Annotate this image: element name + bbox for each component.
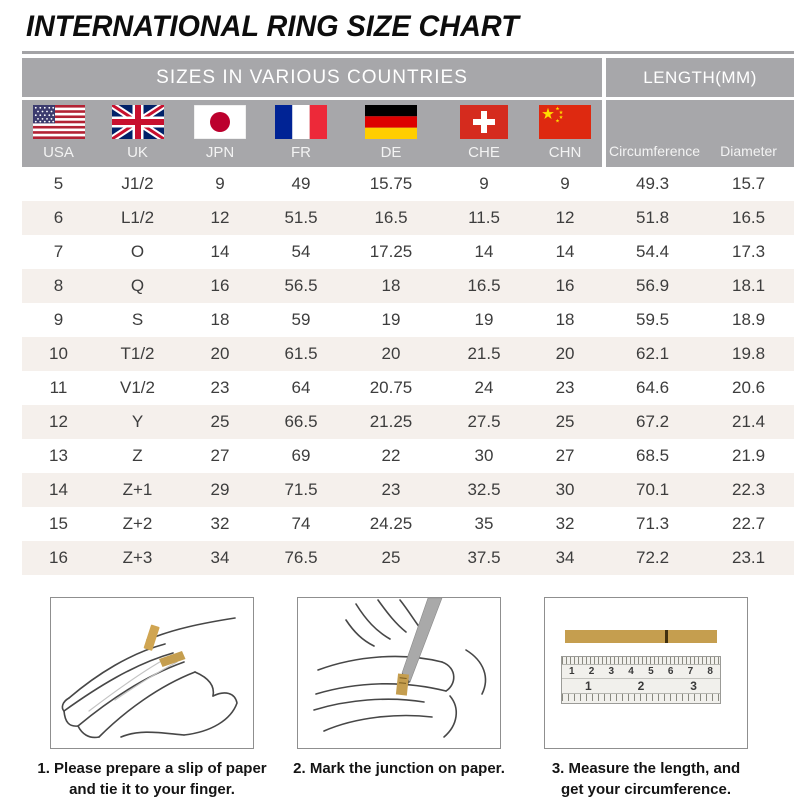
table-row — [22, 439, 794, 473]
size-cell: 29 — [210, 480, 230, 499]
ruler-number: 1 — [569, 666, 575, 677]
ruler-number: 2 — [637, 679, 645, 693]
size-cell: 68.5 — [636, 446, 670, 465]
hand-with-paper-illustration — [51, 598, 253, 748]
size-cell: 18 — [381, 276, 401, 295]
france-flag-icon — [275, 105, 327, 139]
size-cell: 22.7 — [732, 514, 766, 533]
paper-strip — [565, 630, 717, 643]
size-cell: 23 — [381, 480, 401, 499]
step-caption: 1. Please prepare a slip of paper and tie it to your finger. — [37, 760, 267, 798]
size-cell: 21.4 — [732, 412, 766, 431]
size-cell: 9 — [215, 174, 225, 193]
flag-label: JPN — [205, 144, 235, 161]
size-cell: 14 — [555, 242, 575, 261]
column-header-chn — [528, 100, 602, 167]
size-cell: 9 — [53, 310, 64, 329]
size-cell: S — [131, 310, 144, 329]
table-row — [22, 473, 794, 507]
size-cell: 12 — [210, 208, 230, 227]
ruler-number: 3 — [690, 679, 697, 693]
size-cell: 64.6 — [636, 378, 670, 397]
ruler-number: 3 — [608, 666, 615, 677]
table-row — [22, 167, 794, 201]
instruction-steps — [0, 597, 800, 800]
step-1 — [37, 597, 267, 800]
step-2 — [293, 597, 505, 800]
table-row — [22, 269, 794, 303]
figure-box-3 — [544, 597, 748, 749]
size-cell: 24 — [474, 378, 494, 397]
size-cell: 27 — [210, 446, 230, 465]
size-cell: 54.4 — [636, 242, 670, 261]
ruler-number: 4 — [628, 666, 634, 677]
table-row — [22, 405, 794, 439]
ruler-ticks-bottom — [562, 693, 720, 701]
size-cell: 54 — [291, 242, 311, 261]
size-cell: 32 — [555, 514, 575, 533]
size-cell: 11.5 — [468, 208, 500, 227]
size-cell: 23 — [210, 378, 230, 397]
size-cell: 14 — [49, 480, 68, 499]
size-cell: 16 — [555, 276, 575, 295]
column-header-uk — [95, 100, 180, 167]
size-cell: 56.9 — [636, 276, 670, 295]
size-cell: 14 — [474, 242, 494, 261]
size-cell: Q — [130, 276, 145, 295]
size-cell: 9 — [479, 174, 489, 193]
step-caption: 3. Measure the length, and get your circumference. — [551, 760, 741, 798]
size-cell: 19.8 — [732, 344, 766, 363]
size-cell: 35 — [474, 514, 494, 533]
size-cell: Y — [131, 412, 144, 431]
size-cell: 51.8 — [636, 208, 670, 227]
size-cell: 11 — [49, 378, 68, 397]
size-cell: 20.75 — [369, 378, 413, 397]
size-cell: 21.9 — [732, 446, 766, 465]
flag-label: UK — [127, 144, 148, 161]
size-cell: 27 — [555, 446, 575, 465]
table-row — [22, 235, 794, 269]
size-cell: 69 — [291, 446, 311, 465]
size-cell: 25 — [381, 548, 401, 567]
step-caption: 2. Mark the junction on paper. — [293, 760, 505, 777]
column-header-jpn — [180, 100, 260, 167]
size-cell: 8 — [53, 276, 64, 295]
ruler-number: 7 — [687, 666, 694, 677]
table-row — [22, 371, 794, 405]
germany-flag-icon — [365, 105, 417, 139]
size-cell: 76.5 — [284, 548, 318, 567]
column-header-circumference: Circumference — [602, 100, 703, 167]
uk-flag-icon — [112, 105, 164, 139]
size-cell: 20 — [210, 344, 230, 363]
size-cell: 19 — [474, 310, 494, 329]
step-3 — [544, 597, 748, 800]
ruler-cm-row — [562, 665, 720, 678]
size-cell: 10 — [49, 344, 68, 363]
column-header-che — [440, 100, 528, 167]
size-cell: 25 — [210, 412, 230, 431]
flag-label: CHN — [548, 144, 582, 161]
size-cell: 16.5 — [374, 208, 408, 227]
size-cell: 21.5 — [467, 344, 501, 363]
size-cell: 19 — [381, 310, 401, 329]
size-cell: 56.5 — [284, 276, 318, 295]
size-cell: 32 — [210, 514, 230, 533]
size-cell: 17.25 — [369, 242, 413, 261]
flag-label: CHE — [468, 144, 500, 161]
size-cell: 67.2 — [636, 412, 670, 431]
table-row — [22, 507, 794, 541]
size-cell: 9 — [560, 174, 570, 193]
flag-label: DE — [380, 144, 402, 161]
ruler-inch-row — [562, 678, 720, 693]
size-cell: 15.7 — [732, 174, 766, 193]
size-cell: 17.3 — [732, 242, 766, 261]
ruler — [561, 656, 721, 704]
size-cell: 23 — [555, 378, 575, 397]
size-cell: 72.2 — [636, 548, 670, 567]
size-cell: 27.5 — [467, 412, 501, 431]
size-cell: 70.1 — [636, 480, 670, 499]
column-header-fr — [260, 100, 342, 167]
size-cell: 49 — [291, 174, 311, 193]
ruler-number: 1 — [584, 679, 592, 693]
size-cell: 22 — [381, 446, 401, 465]
size-cell: 30 — [555, 480, 575, 499]
size-cell: 74 — [291, 514, 311, 533]
column-header-diameter: Diameter — [703, 100, 794, 167]
size-cell: T1/2 — [120, 344, 155, 363]
size-cell: 5 — [53, 174, 64, 193]
size-cell: 16 — [210, 276, 230, 295]
size-cell: 20 — [381, 344, 401, 363]
size-cell: 16.5 — [732, 208, 766, 227]
ruler-number: 8 — [707, 666, 713, 677]
size-cell: Z+2 — [122, 514, 153, 533]
size-cell: 13 — [49, 446, 68, 465]
figure-box-1 — [50, 597, 254, 749]
title-underline — [22, 51, 794, 54]
marking-paper-illustration — [298, 598, 500, 748]
table-body — [22, 167, 794, 575]
size-cell: 7 — [53, 242, 64, 261]
ruler-number: 5 — [648, 666, 654, 677]
table-row — [22, 303, 794, 337]
table-row — [22, 337, 794, 371]
size-cell: 59.5 — [636, 310, 670, 329]
ring-size-table — [22, 58, 794, 575]
size-cell: 37.5 — [467, 548, 501, 567]
size-cell: 51.5 — [284, 208, 318, 227]
size-cell: 32.5 — [467, 480, 501, 499]
size-cell: 71.3 — [636, 514, 670, 533]
size-cell: 30 — [474, 446, 494, 465]
size-cell: 12 — [555, 208, 575, 227]
size-cell: 64 — [291, 378, 311, 397]
flag-label: FR — [291, 144, 311, 161]
size-cell: 18 — [210, 310, 230, 329]
size-cell: 34 — [210, 548, 230, 567]
size-cell: 22.3 — [732, 480, 766, 499]
ruler-number: 2 — [588, 666, 595, 677]
size-cell: 18.1 — [732, 276, 766, 295]
size-cell: 20 — [555, 344, 575, 363]
size-cell: O — [130, 242, 145, 261]
ruler-illustration — [545, 598, 747, 748]
size-cell: 23.1 — [732, 548, 766, 567]
size-cell: V1/2 — [120, 378, 155, 397]
size-cell: Z+3 — [122, 548, 153, 567]
size-cell: 25 — [555, 412, 575, 431]
size-cell: 16.5 — [467, 276, 501, 295]
size-cell: 59 — [291, 310, 311, 329]
size-cell: 49.3 — [636, 174, 670, 193]
switzerland-flag-icon — [460, 105, 508, 139]
ruler-number: 6 — [667, 666, 674, 677]
size-cell: L1/2 — [120, 208, 155, 227]
japan-flag-icon — [194, 105, 246, 139]
size-cell: 61.5 — [284, 344, 318, 363]
size-cell: 15.75 — [369, 174, 413, 193]
strip-mark — [665, 630, 668, 643]
size-cell: 12 — [49, 412, 68, 431]
size-cell: 15 — [49, 514, 68, 533]
size-cell: 34 — [555, 548, 575, 567]
size-cell: J1/2 — [121, 174, 154, 193]
table-row — [22, 201, 794, 235]
group-header-length: LENGTH(MM) — [602, 58, 794, 100]
column-header-de — [342, 100, 440, 167]
size-cell: 66.5 — [284, 412, 318, 431]
china-flag-icon — [539, 105, 591, 139]
size-cell: Z+1 — [122, 480, 153, 499]
size-cell: 71.5 — [284, 480, 318, 499]
table-row — [22, 541, 794, 575]
size-cell: 14 — [210, 242, 230, 261]
ruler-ticks-top — [562, 657, 720, 665]
size-cell: 62.1 — [636, 344, 670, 363]
flag-label: USA — [43, 144, 74, 161]
usa-flag-icon — [33, 105, 85, 139]
size-cell: 16 — [49, 548, 68, 567]
size-cell: Z — [132, 446, 143, 465]
group-header-sizes: SIZES IN VARIOUS COUNTRIES — [22, 58, 602, 100]
size-cell: 24.25 — [369, 514, 413, 533]
figure-box-2 — [297, 597, 501, 749]
size-cell: 18 — [555, 310, 575, 329]
size-cell: 21.25 — [369, 412, 413, 431]
size-cell: 20.6 — [732, 378, 766, 397]
column-header-usa — [22, 100, 95, 167]
size-cell: 6 — [53, 208, 64, 227]
size-cell: 18.9 — [732, 310, 766, 329]
page-title: INTERNATIONAL RING SIZE CHART — [26, 10, 519, 43]
